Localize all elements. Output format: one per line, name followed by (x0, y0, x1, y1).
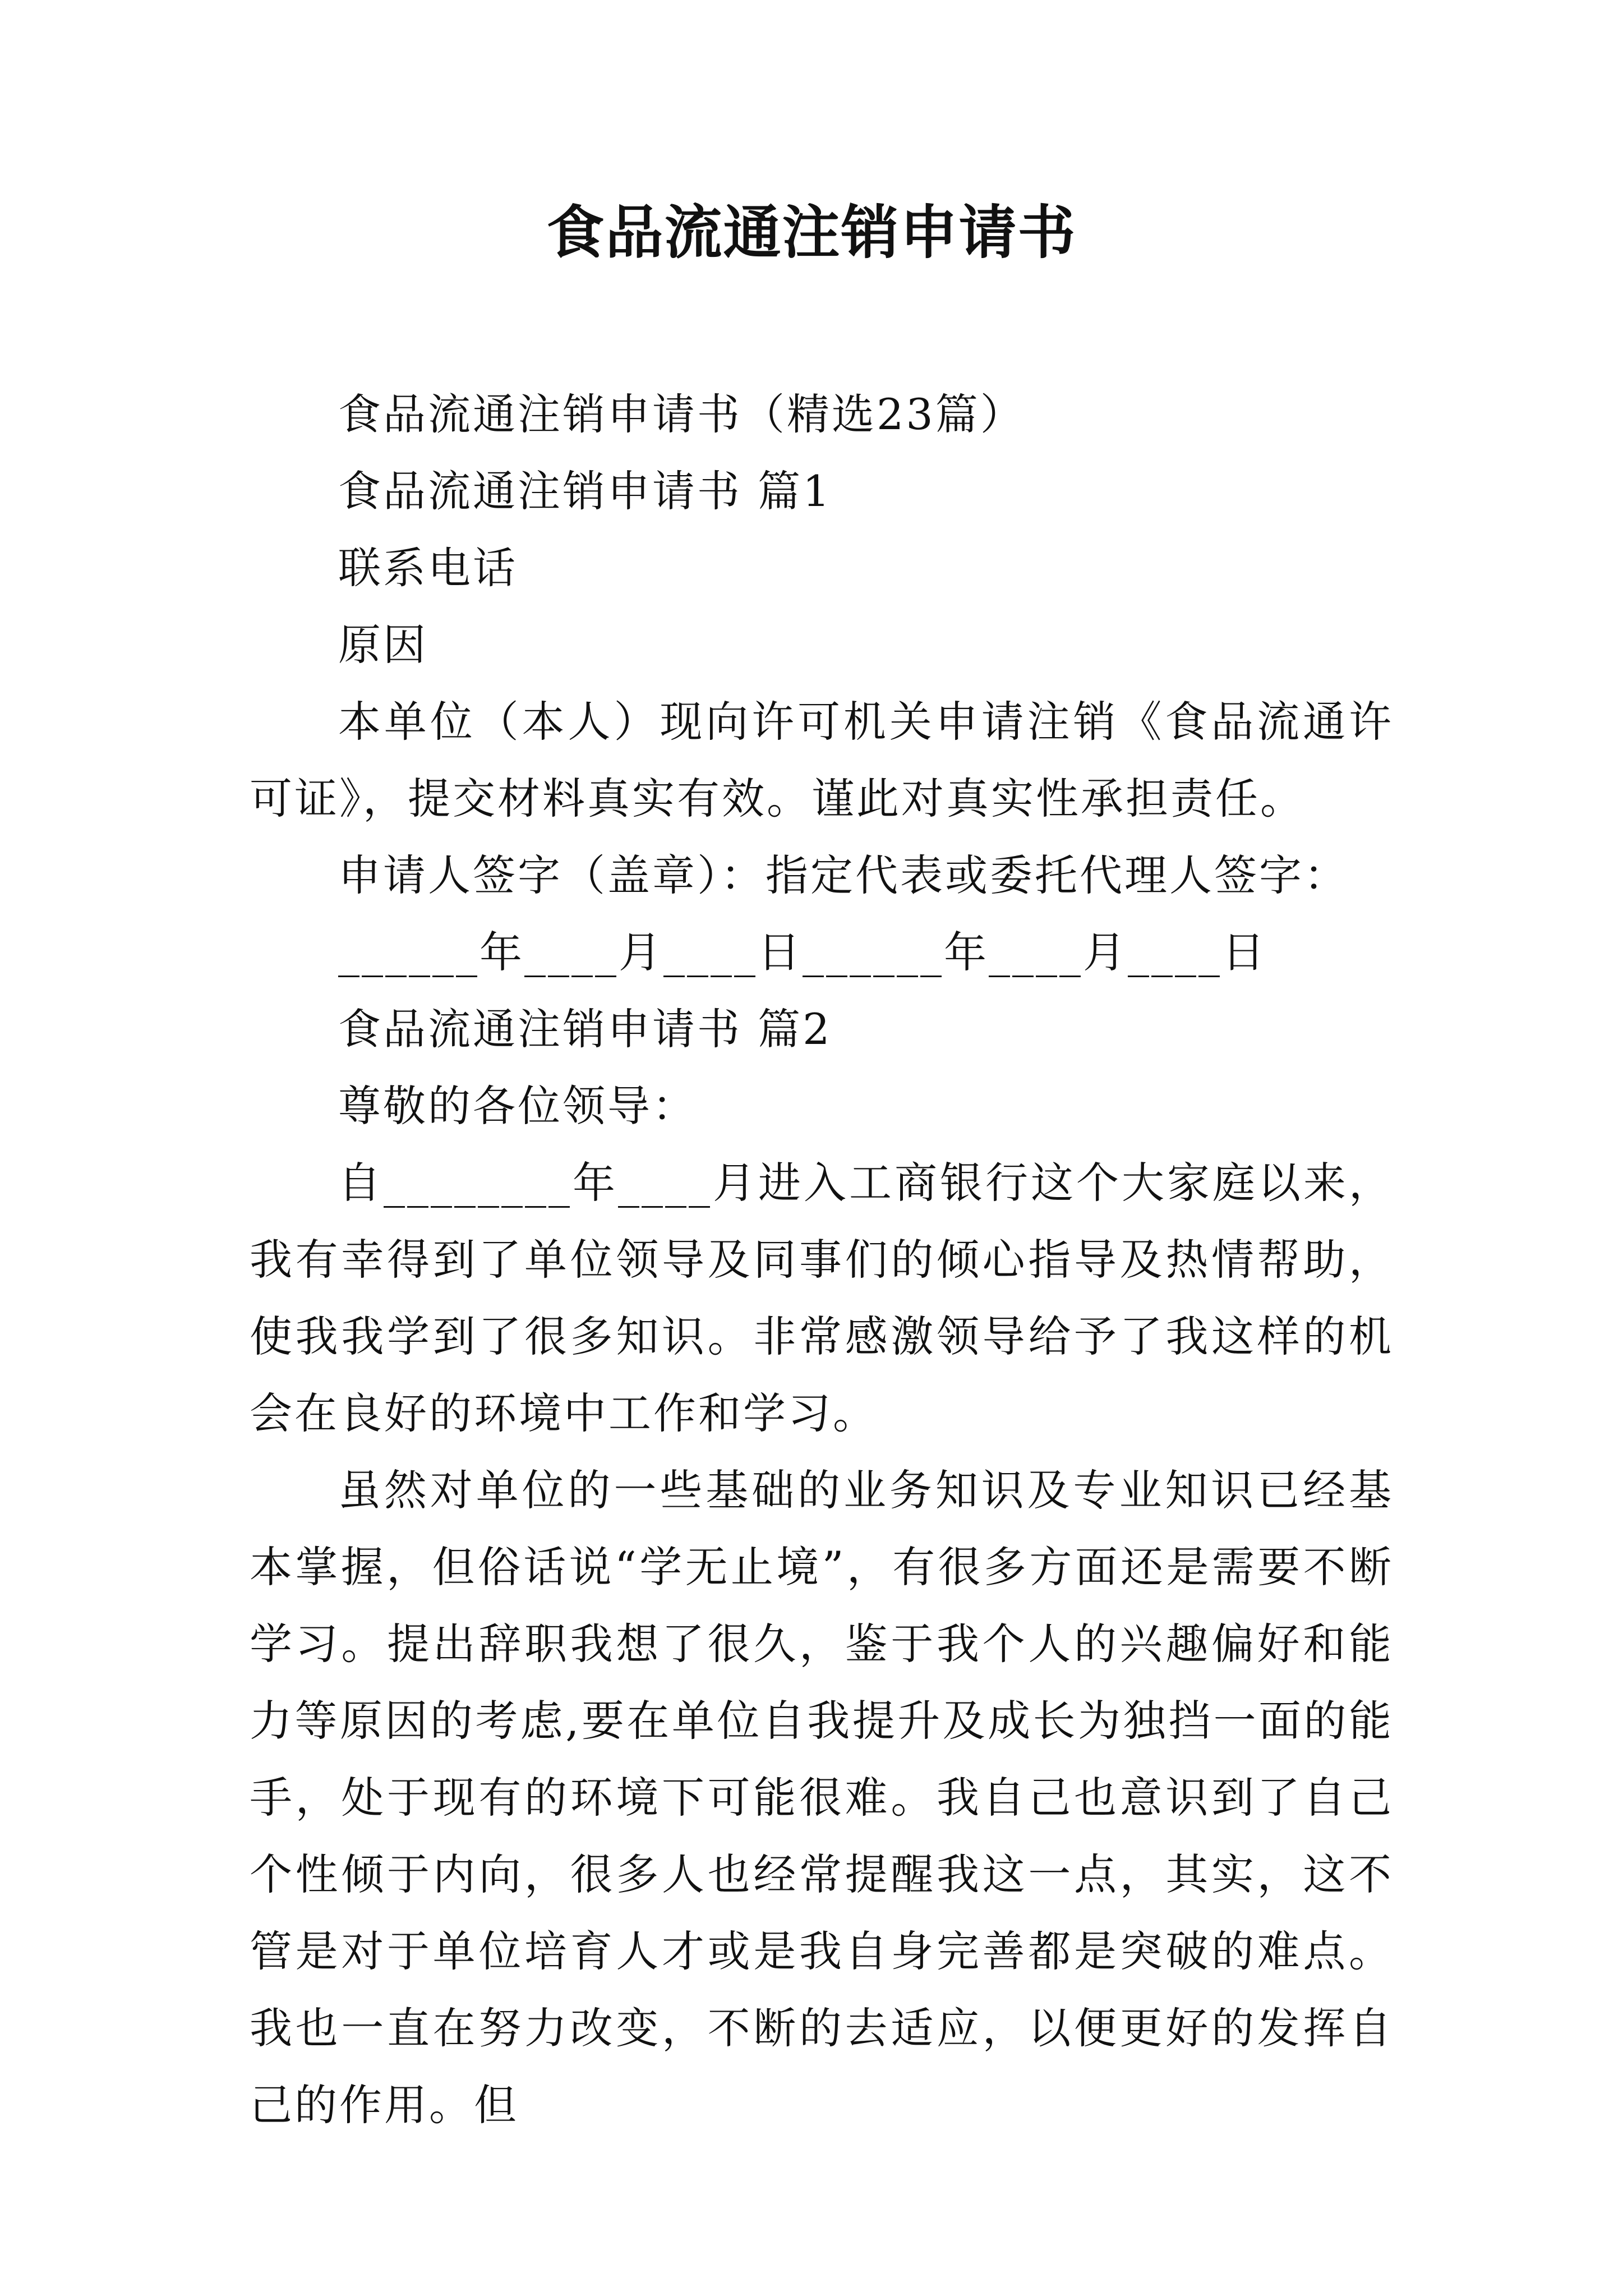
paragraph-reason-label: 原因 (338, 620, 428, 670)
paragraph-body-2: 虽然对单位的一些基础的业务知识及专业知识已经基本掌握，但俗话说“学无止境”，有很多方面还是需要不断学习。提出辞职我想了很久，鉴于我个人的兴趣偏好和能力等原因的考虑,要在单位自我提升及成长为独挡一面的能手，处于现有的环境下可能很难。我自己也意识到了自己个性倾于内向，很多人也经常提醒我这一点，其实，这不管是对于单位培育人才或是我自身完善都是突破的难点。我也一直在努力改变，不断的去适应，以便更好的发挥自己的作用。但 (250, 1465, 1394, 2130)
paragraph-signature-line: 申请人签字（盖章）：指定代表或委托代理人签字： (338, 850, 1349, 900)
paragraph-phone-label: 联系电话 (338, 543, 518, 593)
paragraph-salutation: 尊敬的各位领导： (338, 1081, 697, 1131)
paragraph-subtitle: 食品流通注销申请书（精选23篇） (338, 389, 1025, 439)
paragraph-section-heading-1: 食品流通注销申请书 篇1 (338, 466, 832, 516)
paragraph-date-line: ______年____月____日______年____月____日 (338, 927, 1267, 977)
paragraph-body-1: 自________年____月进入工商银行这个大家庭以来，我有幸得到了单位领导及同事们的倾心指导及热情帮助，使我我学到了很多知识。非常感激领导给予了我这样的机会在良好的环境中工作和学习。 (250, 1158, 1394, 1438)
document-body (250, 376, 1394, 2143)
document-title: 食品流通注销申请书 (546, 199, 1077, 266)
paragraph-section-heading-2: 食品流通注销申请书 篇2 (338, 1004, 832, 1054)
paragraph-declaration: 本单位（本人）现向许可机关申请注销《食品流通许可证》，提交材料真实有效。谨此对真实性承担责任。 (250, 697, 1394, 823)
